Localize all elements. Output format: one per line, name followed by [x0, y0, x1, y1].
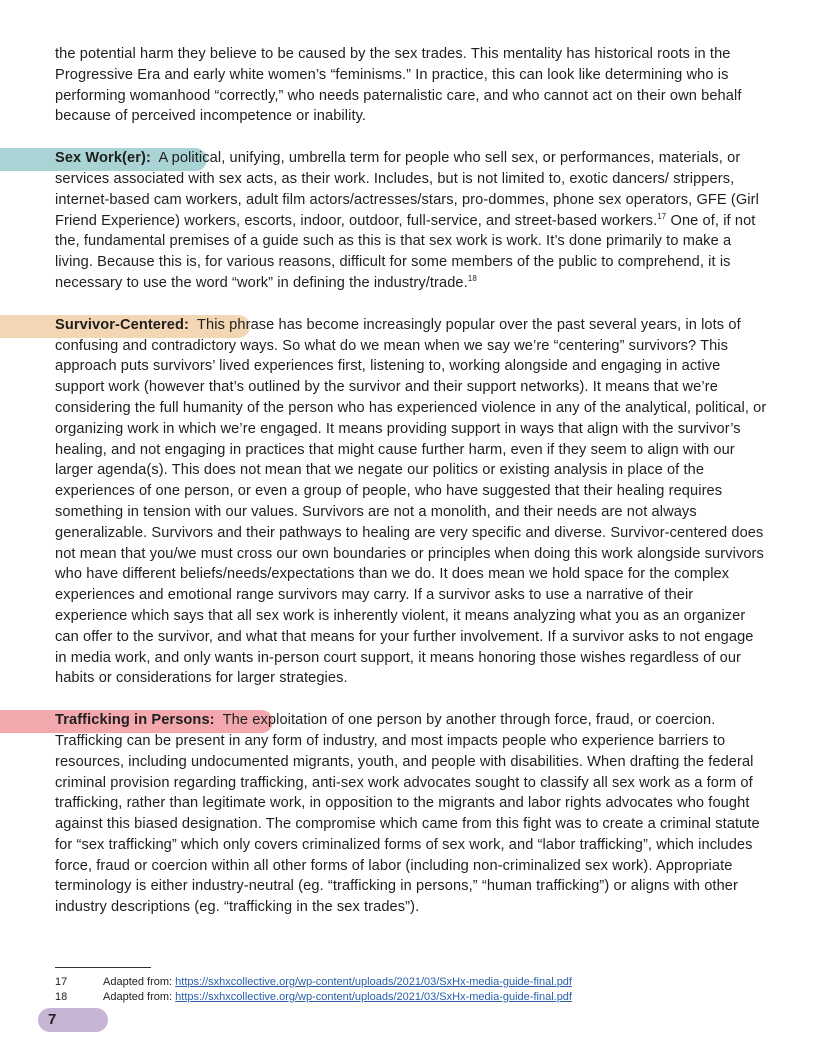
footnote-divider — [55, 967, 151, 968]
definition-trafficking — [55, 710, 767, 918]
definition-text: The exploitation of one person by another through force, fraud, or coercion. Trafficking can be present in any form of industry, and most impacts people who experience barriers to resources, including undocumented migrants, youth, and people with disabilities. When drafting the federal criminal provision regarding trafficking, anti-sex work advocates sought to classify all sex work as a form of trafficking, rather than legitimate work, in opposition to the migrants and labor rights advocates who fought against this biased designation. The compromise which came from this fight was to create a criminal statute for “sex trafficking” which only covers criminalized forms of sex work, and “labor trafficking”, which includes force, fraud or coercion within all other forms of labor (including non-criminalized sex work). Appropriate terminology is either industry-neutral (eg. “trafficking in persons,” “human trafficking”) or aligns with other industry descriptions (eg. “trafficking in the sex trades”). — [55, 712, 760, 916]
footnote-prefix: Adapted from: — [103, 991, 176, 1003]
footnote-link[interactable]: https://sxhxcollective.org/wp-content/uploads/2021/03/SxHx-media-guide-final.pdf — [175, 976, 572, 988]
definition-text: One of, if not the, fundamental premises of a guide such as this is that sex work is work. It’s done primarily to make a living. Because this is, for various reasons, difficult for some members of the public to comprehend, it is necessary to use the word “work” in defining the industry/trade. — [55, 212, 756, 291]
term-label: Sex Work(er): — [55, 150, 151, 167]
definition-sex-work — [55, 148, 767, 294]
definition-survivor-centered — [55, 315, 767, 689]
footnote-prefix: Adapted from: — [103, 976, 176, 988]
footnote-ref: 18 — [467, 274, 477, 284]
intro-paragraph: the potential harm they believe to be caused by the sex trades. This mentality has historical roots in the Progressive Era and early white women’s “feminisms.” In practice, this can look like determining who is performing womanhood “correctly,” who needs paternalistic care, and who cannot act on their own behalf because of perceived incompetence or inability. — [55, 46, 742, 125]
term-label: Survivor-Centered: — [55, 316, 189, 333]
footnote-number: 17 — [55, 976, 68, 988]
document-body — [55, 44, 767, 918]
definition-text: A political, unifying, umbrella term for people who sell sex, or performances, materials, or services associated with sex acts, as their work. Includes, but is not limited to, exotic dancers/ strippers, internet-based cam workers, adult film actors/actresses/stars, pro-dommes, phone sex operators, GFE (Girl Friend Experience) workers, escorts, indoor, outdoor, full-service, and street-based workers. — [55, 150, 759, 229]
page-number: 7 — [48, 1011, 57, 1028]
footnote-link[interactable]: https://sxhxcollective.org/wp-content/uploads/2021/03/SxHx-media-guide-final.pdf — [175, 991, 572, 1003]
footnote — [55, 975, 572, 989]
footnote-ref: 17 — [657, 211, 667, 221]
term-label: Trafficking in Persons: — [55, 712, 215, 729]
footnote-number: 18 — [55, 991, 68, 1003]
page-number-badge — [38, 1008, 108, 1032]
footnote — [55, 990, 572, 1004]
definition-text: This phrase has become increasingly popular over the past several years, in lots of confusing and contradictory ways. So what do we mean when we say we’re “centering” survivors? This approach puts survivors’ lived experiences first, listening to, working alongside and engaging in active support work (however that’s outlined by the survivor and their support networks). It means that we’re considering the full humanity of the person who has experienced violence in any of the analytical, political, or organizing work in which we’re engaged. It means providing support in ways that align with the survivor’s healing, and not engaging in practices that might cause further harm, even if they seem to align with our larger agenda(s). This does not mean that we negate our politics or existing analysis in place of the experiences of one person, or even a group of people, who have suggested that their healing requires something in tension with our values. Survivors are not a monolith, and their needs are not always generalizable. Survivors and their pathways to healing are very specific and diverse. Survivor-centered does not mean that you/we must cross our own boundaries or principles when doing this work alongside survivors who have different beliefs/needs/expectations than we do. It does mean we hold space for the complex experiences and emotional range survivors may carry. If a survivor asks to use a narrative of their experience which says that all sex work is inherently violent, it means analyzing what you as an organizer can offer to the survivor, and what that means for your further involvement. If a survivor asks to not engage in media work, and only wants in-person court support, it means honoring those wishes regardless of our habits or considerations for larger strategies. — [55, 316, 767, 687]
